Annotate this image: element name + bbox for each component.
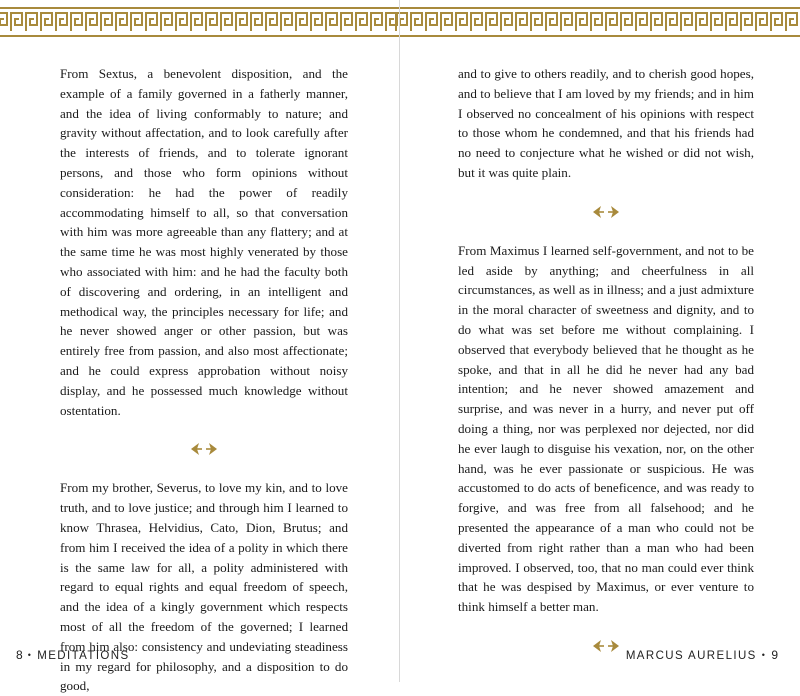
fleuron-ornament-icon <box>458 617 754 675</box>
fleuron-ornament-icon <box>60 420 348 478</box>
right-page-footer <box>626 648 778 662</box>
running-head: MEDITATIONS <box>37 650 130 662</box>
greek-key-border-left <box>0 6 400 38</box>
left-page-footer <box>16 648 130 662</box>
page-gutter <box>399 0 400 682</box>
running-head: MARCUS AURELIUS <box>625 650 757 662</box>
left-page <box>0 0 400 694</box>
fleuron-ornament-icon <box>458 183 754 241</box>
paragraph: From Maximus I learned self-government, and not to be led aside by anything; and cheerfulness in all circumstances, as well as in illness; and a just admixture in the moral character of sweetness and dignity, and to do what was set before me without complaining. I observed that everybody believed that he thought as he spoke, and that in all he did he never had any bad intention; and he never showed amazement and surprise, and was never in a hurry, and never put off doing a thing, nor was perplexed nor dejected, nor did he ever laugh to disguise his vexation, nor, on the other hand, was he ever passionate or suspicious. He was accustomed to do acts of beneficence, and was ready to forgive, and was free from all falsehood; and he presented the appearance of a man who could not be diverted from right rather than a man who had been improved. I observed, too, that no man could ever think that he was despised by Maximus, or ever venture to think himself a better man. <box>458 242 754 615</box>
page-number: 9 <box>771 648 778 662</box>
left-page-text <box>60 64 348 696</box>
greek-key-border-right <box>400 6 800 38</box>
paragraph: and to give to others readily, and to cherish good hopes, and to believe that I am loved by my friends; and in him I observed no concealment of his opinions with respect to those whom he condemned, and that his friends had no need to conjecture what he wished or did not wish, but it was quite plain. <box>458 66 754 180</box>
paragraph: From Sextus, a benevolent disposition, and the example of a family governed in a fatherly manner, and the idea of living conformably to nature; and gravity without affectation, and to look carefully after the interests of friends, and to tolerate ignorant persons, and those who form opinions without consideration: he had the power of readily accommodating himself to all, so that conversation with him was more agreeable than any flattery; and at the same time he was most highly venerated by those who associated with him: and he had the faculty both of discovering and ordering, in an intelligent and methodical way, the principles necessary for life; and he never showed anger or other passion, but was entirely free from passion, and also most affectionate; and he could express approbation without noisy display, and he possessed much knowledge without ostentation. <box>60 66 348 418</box>
footer-separator: • <box>27 650 33 660</box>
paragraph: From my brother, Severus, to love my kin, and to love truth, and to love justice; and through him I learned to know Thrasea, Helvidius, Cato, Dion, Brutus; and from him I received the idea of a polity in which there is the same law for all, a polity administered with regard to equal rights and equal freedom of speech, and the idea of a kingly government which respects most of all the freedom of the governed; I learned from him also: consistency and undeviating steadiness in my regard for philosophy, and a disposition to do good, <box>60 480 348 694</box>
right-page-text <box>458 64 754 675</box>
page-number: 8 <box>16 648 23 662</box>
right-page <box>400 0 800 682</box>
footer-separator: • <box>761 650 767 660</box>
